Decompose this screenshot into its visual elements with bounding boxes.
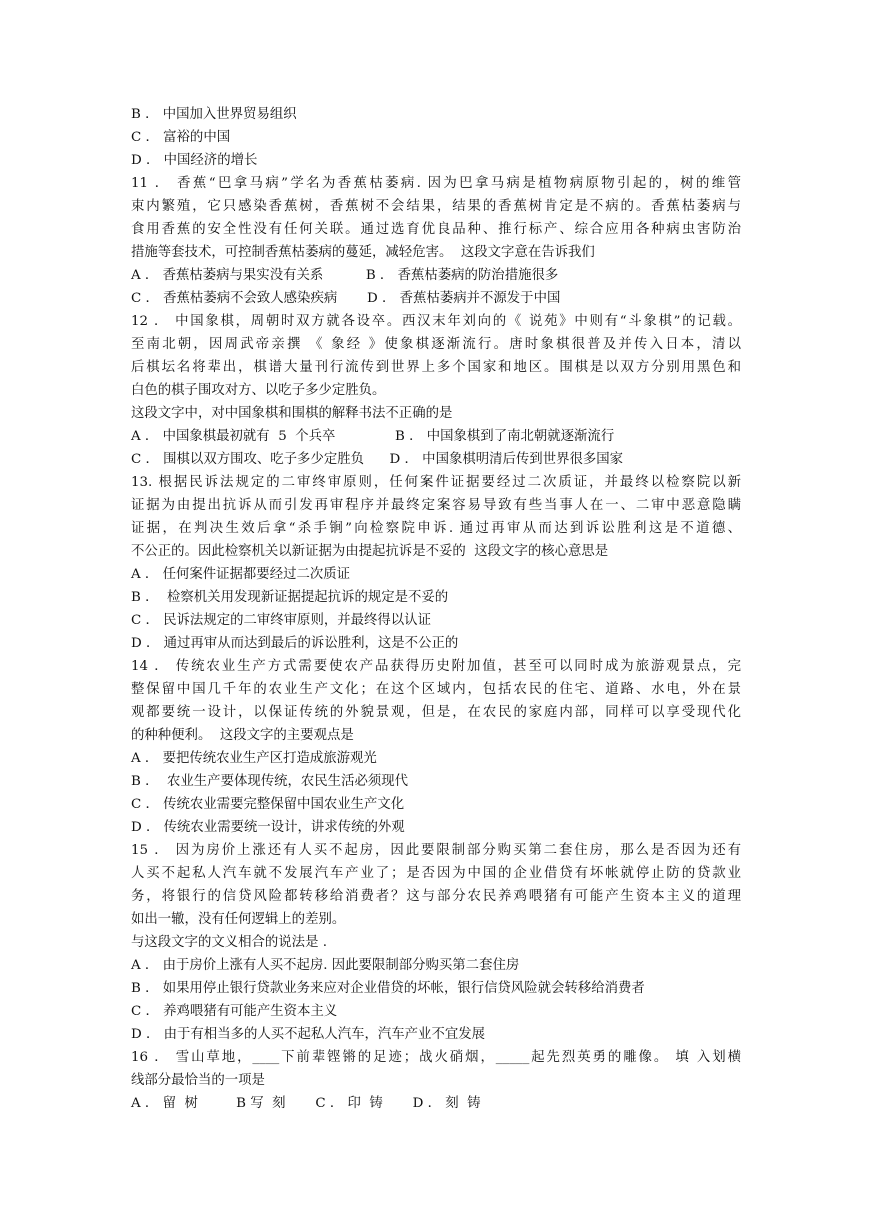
text-line: B ． 中国加入世界贸易组织 [131, 107, 297, 122]
text-line: 食用香蕉的安全性没有任何关联。通过选育优良品种、推行标产、综合应用各种病虫害防治 [131, 222, 741, 237]
text-line: 至南北朝，因周武帝亲撰 《 象经 》使象棋逐渐流行。唐时象棋很普及并传入日本，清以 [131, 337, 741, 352]
text-line: 这段文字中，对中国象棋和围棋的解释书法不正确的是 [131, 406, 453, 421]
text-line: 12 ． 中国象棋，周朝时双方就各设卒。西汉末年刘向的《 说苑》中则有“斗象棋”的记载。 [131, 314, 741, 329]
text-line: 线部分最恰当的一项是 [131, 1073, 265, 1088]
text-line: D ． 中国经济的增长 [131, 153, 258, 168]
text-line: C ． 民诉法规定的二审终审原则，并最终得以认证 [131, 613, 431, 628]
text-line: B ． 检察机关用发现新证据提起抗诉的规定是不妥的 [131, 590, 449, 605]
text-line: 16 ． 雪山草地，____下前辈铿锵的足迹；战火硝烟，_____起先烈英勇的雕像。 填 入划横 [131, 1050, 741, 1065]
document-body [131, 103, 741, 1115]
text-line: 务，将银行的信贷风险都转移给消费者？这与部分农民养鸡喂猪有可能产生资本主义的道理 [131, 889, 741, 904]
text-line: C ． 围棋以双方围攻、吃子多少定胜负 D ． 中国象棋明清后传到世界很多国家 [131, 452, 624, 467]
text-line: A ． 留 树 B 写 刻 C ． 印 铸 D ． 刻 铸 [131, 1096, 481, 1111]
text-line: C ． 富裕的中国 [131, 130, 231, 145]
text-line: C ． 养鸡喂猪有可能产生资本主义 [131, 1004, 338, 1019]
text-line: 束内繁殖，它只感染香蕉树，香蕉树不会结果，结果的香蕉树肯定是不病的。香蕉枯萎病与 [131, 199, 741, 214]
text-line: D ． 通过再审从而达到最后的诉讼胜利，这是不公正的 [131, 636, 459, 651]
text-line: 的种种便利。 这段文字的主要观点是 [131, 728, 354, 743]
text-line: 证据，在判决生效后拿“杀手锏”向检察院申诉. 通过再审从而达到诉讼胜利这是不道德、 [131, 521, 741, 536]
text-line: A ． 由于房价上涨有人买不起房. 因此要限制部分购买第二套住房 [131, 958, 520, 973]
text-line: C ． 传统农业需要完整保留中国农业生产文化 [131, 797, 405, 812]
text-line: 如出一辙，没有任何逻辑上的差别。 [131, 912, 346, 927]
text-line: C ． 香蕉枯萎病不会致人感染疾病 D ． 香蕉枯萎病并不源发于中国 [131, 291, 561, 306]
text-line: A ． 中国象棋最初就有 5 个兵卒 B ． 中国象棋到了南北朝就逐渐流行 [131, 429, 615, 444]
text-line: B ． 农业生产要体现传统，农民生活必须现代 [131, 774, 409, 789]
text-line: A ． 要把传统农业生产区打造成旅游观光 [131, 751, 377, 766]
text-line: A ． 香蕉枯萎病与果实没有关系 B ． 香蕉枯萎病的防治措施很多 [131, 268, 559, 283]
text-line: 整保留中国几千年的农业生产文化；在这个区域内，包括农民的住宅、道路、水电，外在景 [131, 682, 741, 697]
text-line: 15 ． 因为房价上涨还有人买不起房，因此要限制部分购买第二套住房，那么是否因为还有 [131, 843, 741, 858]
text-line: 观都要统一设计，以保证传统的外貌景观，但是，在农民的家庭内部，同样可以享受现代化 [131, 705, 741, 720]
text-line: B ． 如果用停止银行贷款业务来应对企业借贷的坏帐，银行信贷风险就会转移给消费者 [131, 981, 645, 996]
text-line: A ． 任何案件证据都要经过二次质证 [131, 567, 351, 582]
text-line: 13. 根据民诉法规定的二审终审原则，任何案件证据要经过二次质证，并最终以检察院以新 [131, 475, 741, 490]
text-line: D ． 由于有相当多的人买不起私人汽车，汽车产业不宜发展 [131, 1027, 486, 1042]
text-line: 11 ． 香蕉“巴拿马病”学名为香蕉枯萎病. 因为巴拿马病是植物病原物引起的，树的维管 [131, 176, 741, 191]
text-line: 措施等套技术，可控制香蕉枯萎病的蔓延，减轻危害。 这段文字意在告诉我们 [131, 245, 595, 260]
text-line: 不公正的。因此检察机关以新证据为由提起抗诉是不妥的 这段文字的核心意思是 [131, 544, 609, 559]
text-line: 后棋坛名将辈出，棋谱大量刊行流传到世界上多个国家和地区。围棋是以双方分别用黑色和 [131, 360, 741, 375]
text-line: 证据为由提出抗诉从而引发再审程序并最终定案容易导致有些当事人在一、二审中恶意隐瞒 [131, 498, 741, 513]
text-line: 白色的棋子围攻对方、以吃子多少定胜负。 [131, 383, 386, 398]
text-line: D ． 传统农业需要统一设计，讲求传统的外观 [131, 820, 405, 835]
text-line: 与这段文字的文义相合的说法是 . [131, 935, 327, 950]
text-line: 14 ． 传统农业生产方式需要使农产品获得历史附加值，甚至可以同时成为旅游观景点，完 [131, 659, 741, 674]
text-line: 人买不起私人汽车就不发展汽车产业了；是否因为中国的企业借贷有坏帐就停止防的贷款业 [131, 866, 741, 881]
